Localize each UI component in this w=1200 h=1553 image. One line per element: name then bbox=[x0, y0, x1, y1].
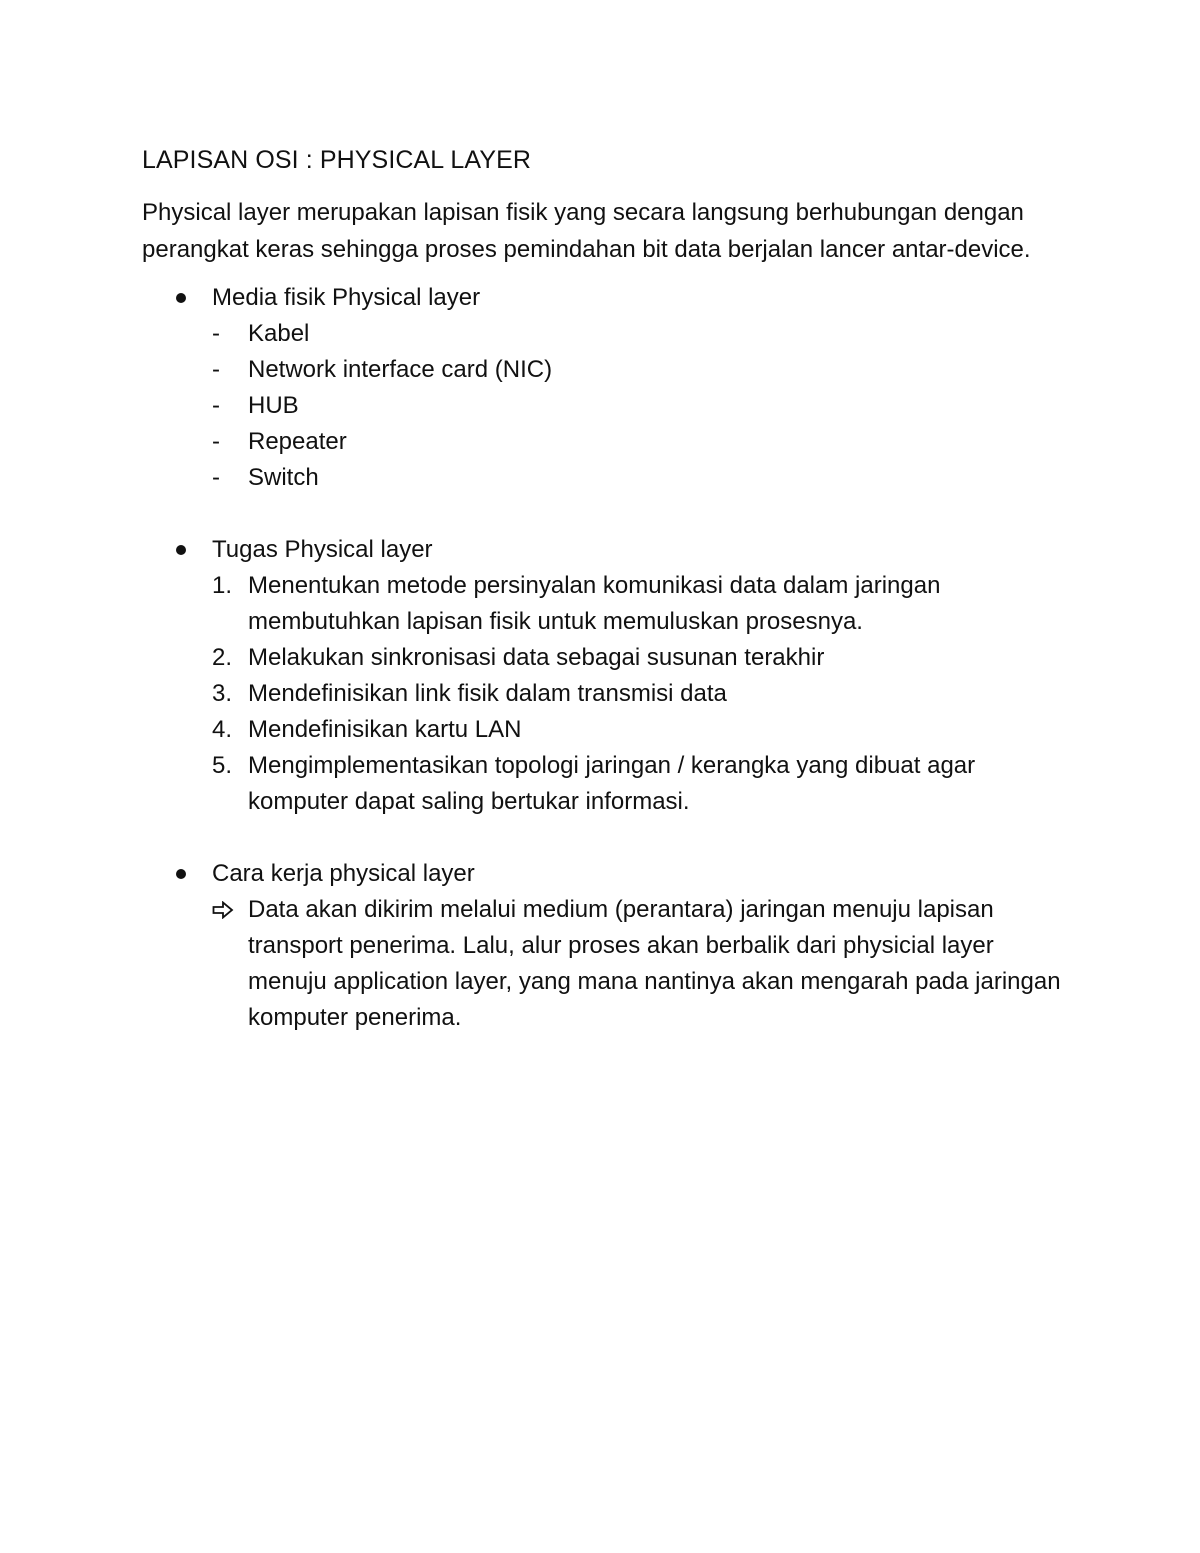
section-tugas bbox=[142, 532, 1062, 820]
numbered-item-text: Melakukan sinkronisasi data sebagai susunan terakhir bbox=[248, 644, 825, 671]
section-media-fisik bbox=[142, 280, 1062, 496]
dash-marker: - bbox=[212, 320, 220, 347]
list-item bbox=[142, 460, 1062, 496]
arrow-list-item bbox=[142, 892, 1062, 1036]
list-item-text: Repeater bbox=[248, 428, 347, 455]
item-number: 3. bbox=[212, 680, 233, 707]
cara-kerja-list bbox=[142, 892, 1062, 1036]
list-item bbox=[142, 352, 1062, 388]
list-item-text: HUB bbox=[248, 392, 299, 419]
item-number: 5. bbox=[212, 752, 233, 779]
numbered-item-text: Mendefinisikan kartu LAN bbox=[248, 716, 522, 743]
bullet-icon bbox=[176, 869, 186, 879]
item-number: 1. bbox=[212, 572, 233, 599]
list-item-text: Switch bbox=[248, 464, 319, 491]
hollow-right-arrow-icon bbox=[212, 901, 234, 919]
section-heading-row bbox=[142, 532, 1062, 568]
intro-paragraph: Physical layer merupakan lapisan fisik yang secara langsung berhubungan dengan perangkat keras sehingga proses pemindahan bit data berjalan lancer antar-device. bbox=[142, 199, 1031, 263]
section-heading: Cara kerja physical layer bbox=[212, 860, 475, 887]
numbered-item-text: Menentukan metode persinyalan komunikasi data dalam jaringan membutuhkan lapisan fisik untuk memuluskan prosesnya. bbox=[248, 572, 941, 635]
item-number: 4. bbox=[212, 716, 233, 743]
bullet-icon bbox=[176, 545, 186, 555]
document-body bbox=[142, 142, 1062, 1072]
numbered-item bbox=[142, 676, 1062, 712]
list-item bbox=[142, 316, 1062, 352]
list-item bbox=[142, 424, 1062, 460]
numbered-item-text: Mendefinisikan link fisik dalam transmisi data bbox=[248, 680, 727, 707]
dash-marker: - bbox=[212, 464, 220, 491]
section-heading: Tugas Physical layer bbox=[212, 536, 433, 563]
item-number: 2. bbox=[212, 644, 233, 671]
numbered-item bbox=[142, 640, 1062, 676]
section-cara-kerja bbox=[142, 856, 1062, 1036]
bullet-icon bbox=[176, 293, 186, 303]
tugas-numbered-list bbox=[142, 568, 1062, 820]
arrow-item-text: Data akan dikirim melalui medium (perantara) jaringan menuju lapisan transport penerima. Lalu, alur proses akan berbalik dari physicial layer menuju application layer, yang mana nantinya akan mengarah pada jaringan komputer penerima. bbox=[248, 896, 1061, 1031]
numbered-item bbox=[142, 748, 1062, 820]
list-item-text: Kabel bbox=[248, 320, 310, 347]
dash-marker: - bbox=[212, 428, 220, 455]
list-item-text: Network interface card (NIC) bbox=[248, 356, 553, 383]
numbered-item bbox=[142, 712, 1062, 748]
numbered-item-text: Mengimplementasikan topologi jaringan / kerangka yang dibuat agar komputer dapat saling bertukar informasi. bbox=[248, 752, 976, 815]
section-heading-row bbox=[142, 280, 1062, 316]
document-title: LAPISAN OSI : PHYSICAL LAYER bbox=[142, 146, 532, 174]
section-heading: Media fisik Physical layer bbox=[212, 284, 481, 311]
list-item bbox=[142, 388, 1062, 424]
section-heading-row bbox=[142, 856, 1062, 892]
media-list bbox=[142, 316, 1062, 496]
numbered-item bbox=[142, 568, 1062, 640]
dash-marker: - bbox=[212, 356, 220, 383]
dash-marker: - bbox=[212, 392, 220, 419]
